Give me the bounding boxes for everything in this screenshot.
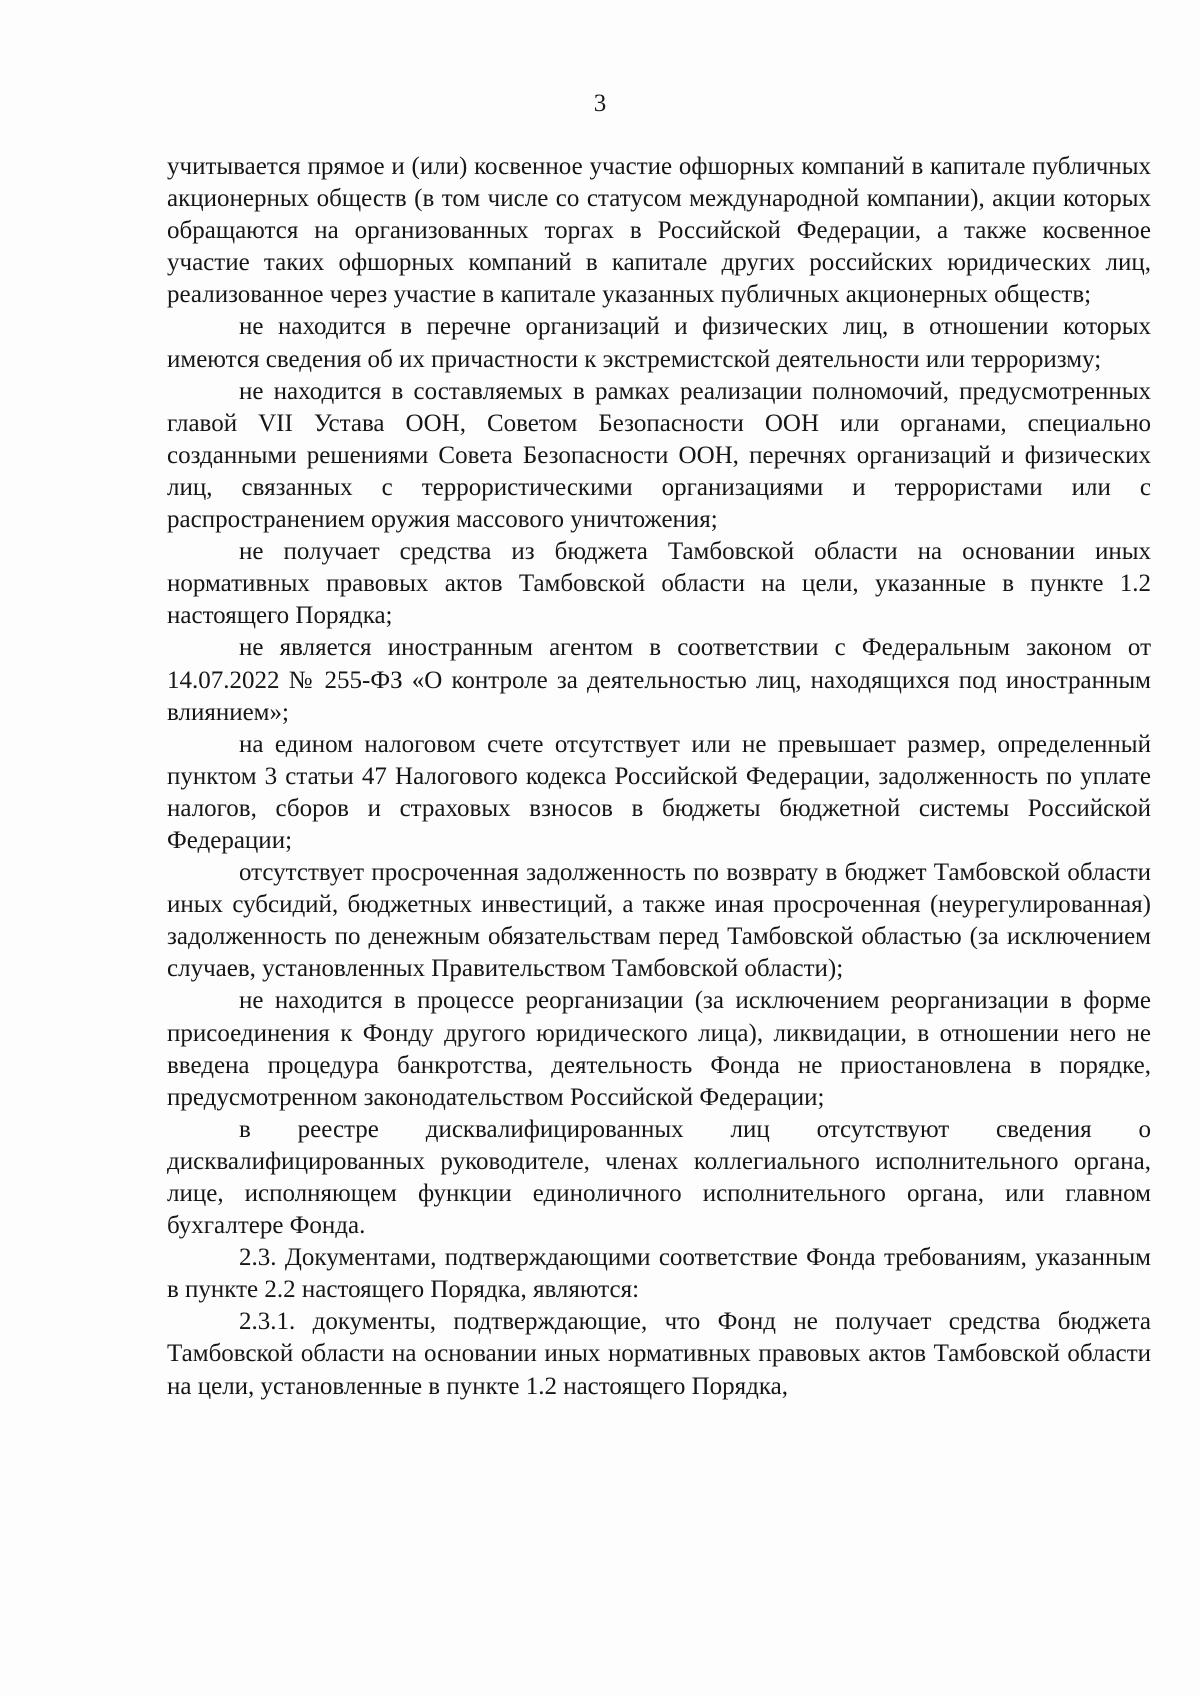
paragraph-un-sanctions-list: не находится в составляемых в рамках реализации полномочий, предусмотренных главой VII Устава ООН, Советом Безопасности ООН или органами, специально созданными решениями Совета Безопасности ООН, перечнях организаций и физических лиц, связанных с террористическими организациями и террористами или с распространением оружия массового уничтожения; — [167, 377, 1151, 534]
paragraph-no-other-budget-funds: не получает средства из бюджета Тамбовской области на основании иных нормативных правовых актов Тамбовской области на цели, указанные в пункте 1.2 настоящего Порядка; — [167, 538, 1151, 630]
document-body — [167, 151, 1151, 1403]
paragraph-offshore-participation: учитывается прямое и (или) косвенное участие офшорных компаний в капитале публичных акционерных обществ (в том числе со статусом международной компании), акции которых обращаются на организованных торгах в Российской Федерации, а также косвенное участие таких офшорных компаний в капитале других российских юридических лиц, реализованное через участие в капитале указанных публичных акционерных обществ; — [167, 153, 1151, 309]
paragraph-section-2-3-1: 2.3.1. документы, подтверждающие, что Фонд не получает средства бюджета Тамбовской области на основании иных нормативных правовых актов Тамбовской области на цели, установленные в пункте 1.2 настоящего Порядка, — [167, 1308, 1151, 1400]
paragraph-reorganization: не находится в процессе реорганизации (за исключением реорганизации в форме присоединения к Фонду другого юридического лица), ликвидации, в отношении него не введена процедура банкротства, деятельность Фонда не приостановлена в порядке, предусмотренном законодательством Российской Федерации; — [167, 987, 1151, 1111]
paragraph-disqualified-persons: в реестре дисквалифицированных лиц отсутствуют сведения о дисквалифицированных руководителе, членах коллегиального исполнительного органа, лице, исполняющем функции единоличного исполнительного органа, или главном бухгалтере Фонда. — [167, 1115, 1151, 1240]
paragraph-overdue-debt: отсутствует просроченная задолженность по возврату в бюджет Тамбовской области иных субсидий, бюджетных инвестиций, а также иная просроченная (неурегулированная) задолженность по денежным обязательствам перед Тамбовской областью (за исключением случаев, установленных Правительством Тамбовской области); — [167, 859, 1151, 983]
paragraph-tax-debt: на едином налоговом счете отсутствует или не превышает размер, определенный пунктом 3 статьи 47 Налогового кодекса Российской Федерации, задолженность по уплате налогов, сборов и страховых взносов в бюджеты бюджетной системы Российской Федерации; — [167, 730, 1151, 854]
paragraph-section-2-3: 2.3. Документами, подтверждающими соответствие Фонда требованиям, указанным в пункте 2.2 настоящего Порядка, являются: — [167, 1244, 1151, 1304]
page-number: 3 — [593, 90, 607, 117]
paragraph-foreign-agent: не является иностранным агентом в соответствии с Федеральным законом от 14.07.2022 № 255-ФЗ «О контроле за деятельностью лиц, находящихся под иностранным влиянием»; — [167, 634, 1151, 726]
paragraph-extremism-list: не находится в перечне организаций и физических лиц, в отношении которых имеются сведения об их причастности к экстремистской деятельности или терроризму; — [167, 313, 1151, 373]
